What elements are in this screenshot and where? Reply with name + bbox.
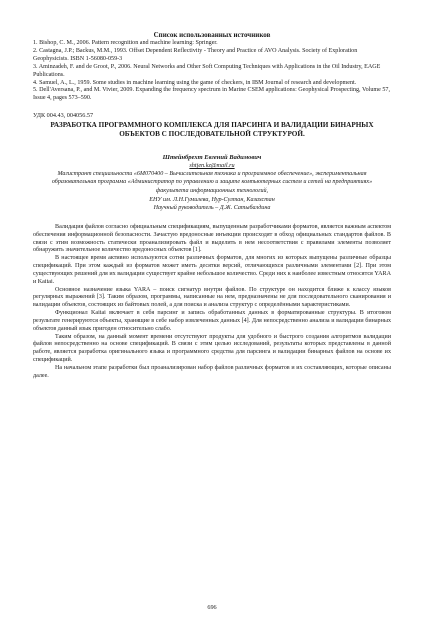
body-paragraph: Таким образом, на данный момент времени отсутствуют продукты для удобного и быстрого создания алгоритмов валидации файлов непосредственно на основе спецификаций. В связи с этим целью исследований, результаты которых представлены в данной работе, является разработка оригинального языка и программного средства для парсинга и валидации бинарных файлов на основе их спецификаций. [33,333,391,364]
references-list [33,40,391,103]
reference-item: 3. Aminzadeh, F. and de Groot, P., 2006. Neural Networks and Other Soft Computing Techniques with Applications in the Oil Industry, EAGE Publications. [33,63,381,78]
reference-item: 4. Samuel, A., L., 1959. Some studies in machine learning using the game of checkers, in IBM Journal of research and development. [33,79,357,86]
page-number: 696 [207,604,217,611]
author-email-link[interactable]: shtjen.kz@mail.ru [189,161,235,169]
body-paragraph: Основное назначение языка YARA – поиск сигнатур внутри файлов. По структуре он находится ближе к классу языков регулярных выражений [3]. Таким образом, программы, написанные на нем, предназначены не для последовательного сканирования и валидации объектов, состоящих из байтовых полей, а для поиска и анализа структур с определёнными характеристиками. [33,286,391,309]
references-title: Список использованных источников [153,31,271,39]
article-title: РАЗРАБОТКА ПРОГРАММНОГО КОМПЛЕКСА ДЛЯ ПАРСИНГА И ВАЛИДАЦИИ БИНАРНЫХ ОБЪЕКТОВ С ПОСЛЕДОВАТЕЛЬНОЙ СТРУКТУРОЙ. [50,121,374,138]
affiliation-university: ЕНУ им. Л.Н.Гумилева, Нур-Султан, Казахстан [149,196,275,203]
affiliation-program: Магистрант специальности «6М070400 – Вычислительная техника и программное обеспечение», экспериментальная образовательная программа «Администратор по управлению и защите компьютерных систем и сетей на предприятиях» [51,170,373,186]
reference-item: 2. Castagna, J.P.; Backus, M.M., 1993. Offset Dependent Reflectivity - Theory and Practice of AVO Analysis. Society of Exploration Geophysicists. ISBN 1-56080-059-3 [33,47,358,62]
reference-item: 5. Dell'Aversana, P., and M. Vivier, 2009. Expanding the frequency spectrum in Marine CSEM applications: Geophysical Prospecting, Volume 57, Issue 4, pages 573–590. [33,87,390,102]
article-body [33,224,391,381]
reference-item: 1. Bishop, C. M., 2006. Pattern recognition and machine learning: Springer. [33,40,218,46]
body-paragraph: Валидация файлов согласно официальным спецификациям, выпущенным разработчиками форматов, является важным аспектом обеспечения информационной безопасности. Зачастую вредоносные инъекции происходят в обход официальных стандартов файлов. В связи с этим возможность статически проанализировать файл и выделить в нем несоответствия с правилами элементы позволяет обнаружить значительное количество вредоносных объектов [1]. [33,223,391,254]
paper-page [0,31,424,631]
affiliation-supervisor: Научный руководитель – Д.Ж. Сатыбалдина [153,205,271,212]
body-paragraph: На начальном этапе разработки был проанализирован набор файлов различных форматов и их составляющих, которые описаны далее. [33,365,391,379]
affiliation-faculty: факультета информационных технологий, [155,188,269,195]
udc-code: УДК 004.43, 004056.57 [33,112,94,120]
author-name: Штейнбрехт Евгений Вадимович [162,153,262,161]
body-paragraph: Функционал Kaitai включает в себя парсинг и запись обработанных данных в форматированные структуры. В итоговом результате генерируются объекты, хранящие в себе набор извлеченных данных [4]. Для непосредственно анализа и валидации бинарных объектов данный язык пригоден относительно слабо. [33,310,391,332]
body-paragraph: В настоящее время активно используются сотни различных форматов, для многих из которых выпущены различные образцы спецификаций. При этом каждый из форматов может иметь десятки версий, отличающихся различными элементами [2]. При этом существующих решений для их валидации существует крайне небольшое количество. Среди них к наиболее известным относятся YARA и Kaitai. [33,255,391,285]
